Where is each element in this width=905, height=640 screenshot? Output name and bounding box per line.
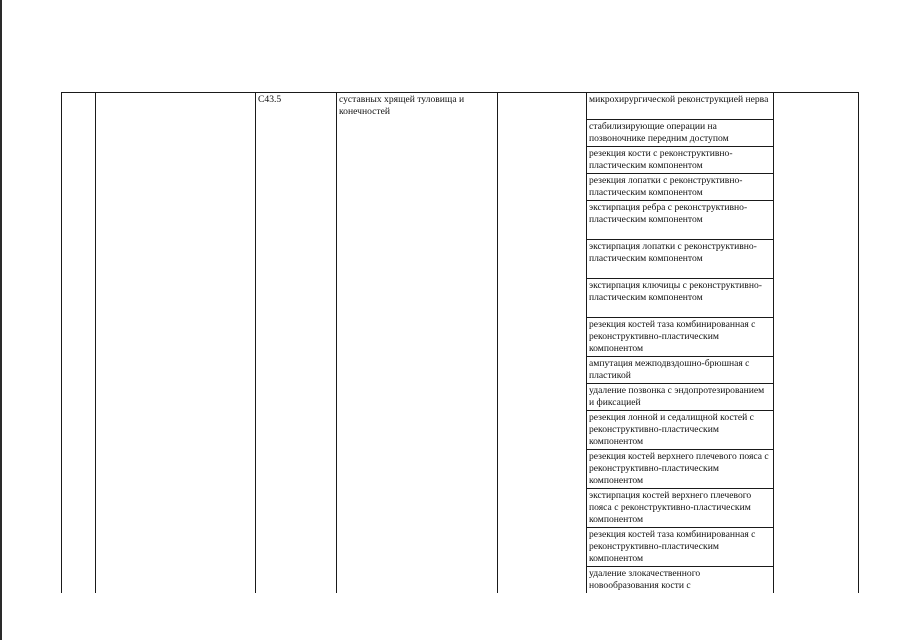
method-text: резекция кости с реконструктивно-пластическим компонентом [589,148,733,171]
method-text: удаление позвонка с эндопротезированием и фиксацией [589,385,765,408]
method-cell [587,318,774,357]
method-cell [587,357,774,384]
method-text: стабилизирующие операции на позвоночнике передним доступом [589,121,729,144]
method-cell [587,147,774,174]
treatment-type-cell [498,93,587,594]
method-cell [587,174,774,201]
table-row [62,93,859,120]
method-text: ампутация межподвздошно-брюшная с пластикой [589,358,750,381]
method-text: экстирпация лопатки с реконструктивно-пластическим компонентом [589,241,757,264]
row-number-cell [62,93,96,594]
method-text: резекция костей верхнего плечевого пояса с реконструктивно-пластическим компонентом [589,451,769,486]
method-text: резекция костей таза комбинированная с реконструктивно-пластическим компонентом [589,529,756,564]
method-cell [587,489,774,528]
method-cell [587,411,774,450]
method-text: микрохирургической реконструкцией нерва [589,94,769,105]
method-cell [587,240,774,279]
tariff-cell [774,93,859,594]
method-text: удаление злокачественного новообразования кости с [589,568,701,591]
method-cell [587,120,774,147]
method-text: экстирпация ключицы с реконструктивно-пластическим компонентом [589,280,762,303]
method-cell [587,567,774,594]
method-text: экстирпация ребра с реконструктивно-пластическим компонентом [589,202,748,225]
method-text: резекция лонной и седалищной костей с реконструктивно-пластическим компонентом [589,412,754,447]
method-cell [587,201,774,240]
method-cell [587,450,774,489]
method-cell [587,384,774,411]
icd-code: С43.5 [258,94,282,105]
method-text: экстирпация костей верхнего плечевого пояса с реконструктивно-пластическим компонентом [589,490,752,525]
method-text: резекция костей таза комбинированная с реконструктивно-пластическим компонентом [589,319,756,354]
medical-care-table [61,92,859,593]
method-text: резекция лопатки с реконструктивно-пластическим компонентом [589,175,743,198]
method-cell [587,93,774,120]
diagnosis-text: суставных хрящей туловища и конечностей [339,94,465,117]
method-cell [587,528,774,567]
care-type-cell [96,93,256,594]
diagnosis-cell [337,93,498,594]
icd-code-cell [256,93,337,594]
method-cell [587,279,774,318]
